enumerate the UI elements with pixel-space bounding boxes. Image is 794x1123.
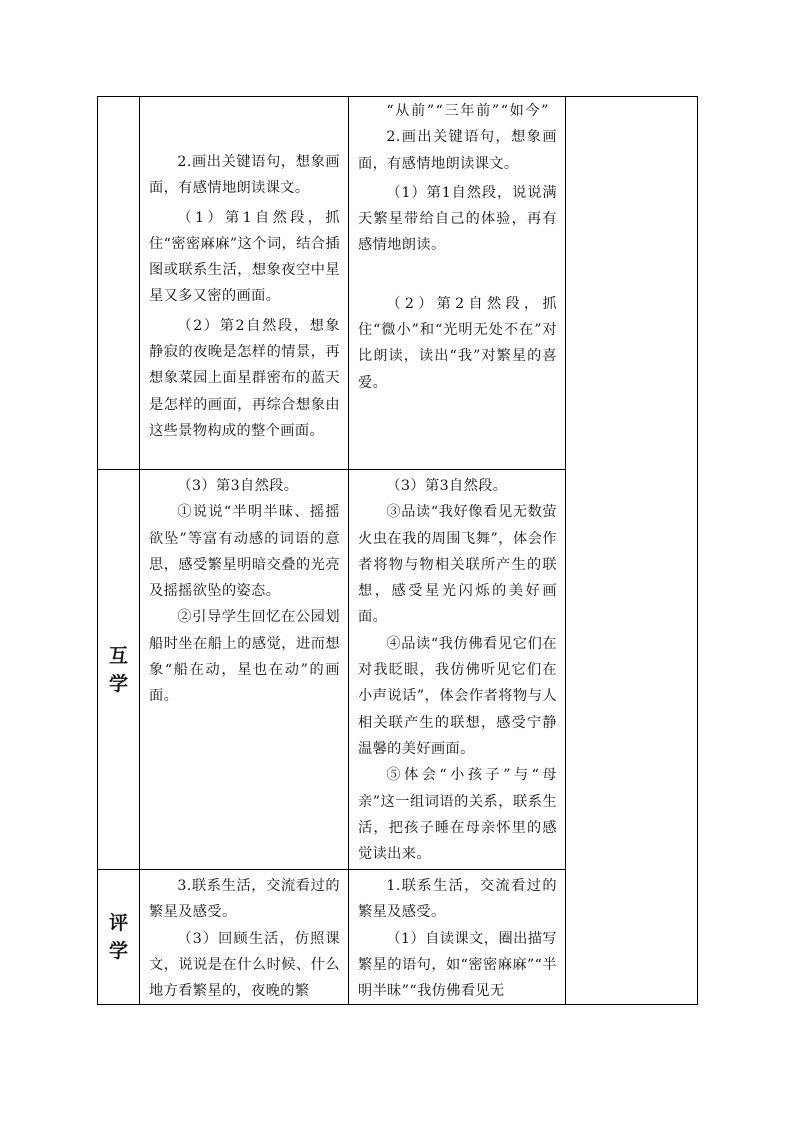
teacher-activity-cell (140, 470, 349, 870)
student-paragraph: （1）自读课文，圈出描写繁星的语句，如“密密麻麻”“半明半昧”“我仿佛看见无 (358, 930, 557, 1000)
student-paragraph: ④品读“我仿佛看见它们在对我眨眼，我仿佛听见它们在小声说话”，体会作者将物与人相关联产生的联想，感受宁静温馨的美好画面。 (358, 635, 557, 757)
teacher-activity-cell (140, 870, 349, 1005)
student-paragraph: （1）第1自然段，说说满天繁星带给自己的体验，再有感情地朗读。 (358, 184, 557, 254)
student-paragraph: “从前”“三年前”“如今” (386, 103, 551, 119)
student-activity-cell (349, 97, 566, 470)
teacher-activity-cell (140, 97, 349, 470)
teacher-paragraph: 3.联系生活，交流看过的繁星及感受。 (149, 878, 340, 921)
student-paragraph: ③品读“我好像看见无数萤火虫在我的周围飞舞”，体会作者将物与物相关联所产生的联想，感受星光闪烁的美好画面。 (358, 504, 557, 626)
teacher-paragraph (149, 97, 340, 123)
student-paragraph: （2）第2自然段，抓住“微小”和“光明无处不在”对比朗读，读出“我”对繁星的喜爱。 (358, 295, 557, 391)
table-row (98, 97, 698, 470)
teacher-paragraph: （2）第2自然段，想象静寂的夜晚是怎样的情景，再想象菜园上面星群密布的蓝天是怎样的画面，再综合想象由这些景物构成的整个画面。 (149, 317, 340, 439)
stage-label-cell (98, 870, 140, 1005)
student-activity-cell (349, 870, 566, 1005)
notes-cell (566, 97, 698, 1005)
student-activity-cell (349, 470, 566, 870)
teacher-paragraph: （3）回顾生活，仿照课文，说说是在什么时候、什么地方看繁星的，夜晚的繁 (149, 930, 340, 1000)
teacher-paragraph: ①说说“半明半昧、摇摇欲坠”等富有动感的词语的意思，感受繁星明暗交叠的光亮及摇摇欲坠的姿态。 (149, 504, 340, 600)
student-paragraph (358, 259, 557, 291)
student-paragraph: 2.画出关键语句，想象画面，有感情地朗读课文。 (358, 129, 557, 172)
teacher-paragraph: （3）第3自然段。 (177, 478, 299, 494)
teacher-paragraph (149, 123, 340, 149)
student-paragraph: （3）第3自然段。 (386, 478, 508, 494)
stage-label: 互学 (108, 644, 128, 695)
stage-label: 评学 (108, 912, 128, 963)
teacher-paragraph: （1）第1自然段，抓住“密密麻麻”这个词，结合插图或联系生活，想象夜空中星星又多又密的画面。 (149, 209, 340, 305)
student-paragraph: 1.联系生活，交流看过的繁星及感受。 (358, 878, 557, 921)
lesson-plan-table (97, 96, 698, 1005)
student-paragraph: ⑤体会“小孩子”与“母亲”这一组词语的关系，联系生活，把孩子睡在母亲怀里的感觉读出来。 (358, 767, 557, 863)
stage-label-cell (98, 97, 140, 470)
teacher-paragraph: 2.画出关键语句，想象画面，有感情地朗读课文。 (149, 154, 340, 197)
teacher-paragraph: ②引导学生回忆在公园划船时坐在船上的感觉，进而想象“船在动，星也在动”的画面。 (149, 609, 340, 705)
stage-label-cell (98, 470, 140, 870)
